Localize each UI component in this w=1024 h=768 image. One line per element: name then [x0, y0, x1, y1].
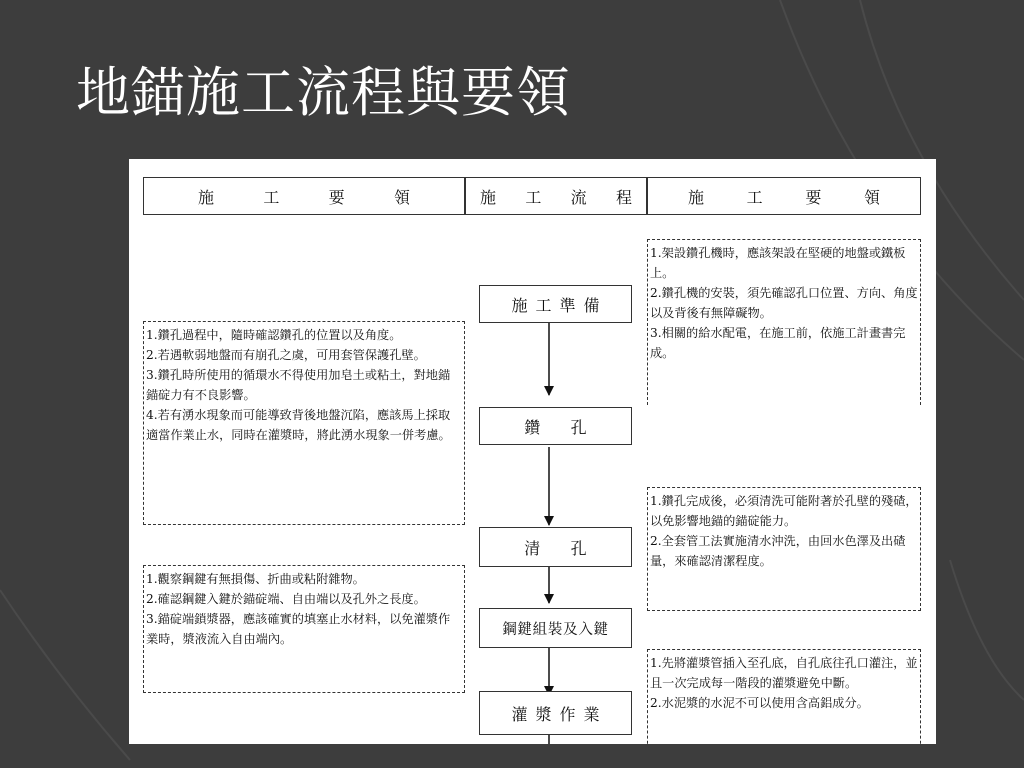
- note-item: 3.鑽孔時所使用的循環水不得使用加皂土或粘土，對地錨錨碇力有不良影響。: [146, 368, 451, 402]
- note-tendon: [143, 565, 465, 693]
- note-item: 2.全套管工法實施清水沖洗，由回水色澤及出碴量，來確認清潔程度。: [650, 534, 906, 568]
- note-item: 3.錨碇端鎖漿器，應該確實的填塞止水材料，以免灌漿作業時，漿液流入自由端內。: [146, 612, 451, 646]
- header-char: 領: [393, 187, 410, 207]
- slide-title: 地錨施工流程與要領: [76, 61, 571, 124]
- flowchart-document: [129, 159, 936, 744]
- step-label: 清孔: [524, 538, 618, 558]
- note-item: 1.先將灌漿管插入至孔底，自孔底往孔口灌注，並且一次完成每一階段的灌漿避免中斷。: [650, 656, 918, 690]
- header-char: 施: [480, 187, 497, 207]
- note-item: 2.水泥漿的水泥不可以使用含高鋁成分。: [650, 696, 869, 710]
- header-char: 程: [615, 187, 632, 207]
- note-item: 2.鑽孔機的安裝，須先確認孔口位置、方向、角度以及背後有無障礙物。: [650, 286, 918, 320]
- header-char: 工: [746, 187, 763, 207]
- note-item: 1.觀察鋼鍵有無損傷、折曲或粘附雜物。: [146, 572, 365, 586]
- header-char: 施: [198, 187, 215, 207]
- note-drilling: [143, 321, 465, 525]
- step-drilling: [479, 407, 632, 445]
- header-char: 要: [805, 187, 822, 207]
- step-grouting: [479, 691, 632, 735]
- step-tendon-insertion: [479, 608, 632, 648]
- header-char: 流: [570, 187, 587, 207]
- step-label: 施工準備: [511, 295, 608, 315]
- step-cleaning: [479, 527, 632, 567]
- note-item: 1.鑽孔完成後，必須清洗可能附著於孔壁的殘碴，以免影響地錨的錨碇能力。: [650, 494, 918, 528]
- header-char: 要: [328, 187, 345, 207]
- note-grouting: [647, 649, 921, 744]
- note-cleaning: [647, 487, 921, 611]
- note-item: 4.若有湧水現象而可能導致背後地盤沉陷，應該馬上採取適當作業止水，同時在灌漿時，將此湧水現象一併考慮。: [146, 408, 451, 442]
- note-item: 1.鑽孔過程中，隨時確認鑽孔的位置以及角度。: [146, 328, 402, 342]
- header-char: 工: [525, 187, 542, 207]
- step-label: 鋼鍵組裝及入鍵: [502, 621, 609, 638]
- note-item: 1.架設鑽孔機時，應該架設在堅硬的地盤或鐵板上。: [650, 246, 906, 280]
- step-preparation: [479, 285, 632, 323]
- note-item: 2.若遇軟弱地盤而有崩孔之虞，可用套管保護孔壁。: [146, 348, 426, 362]
- note-item: 3.相關的給水配電，在施工前，依施工計畫書完成。: [650, 326, 906, 360]
- note-item: 2.確認鋼鍵入鍵於錨碇端、自由端以及孔外之長度。: [146, 592, 426, 606]
- header-char: 工: [263, 187, 280, 207]
- step-label: 灌漿作業: [511, 704, 608, 724]
- header-char: 施: [688, 187, 705, 207]
- note-preparation: [647, 239, 921, 405]
- step-label: 鑽孔: [524, 417, 618, 437]
- header-char: 領: [863, 187, 880, 207]
